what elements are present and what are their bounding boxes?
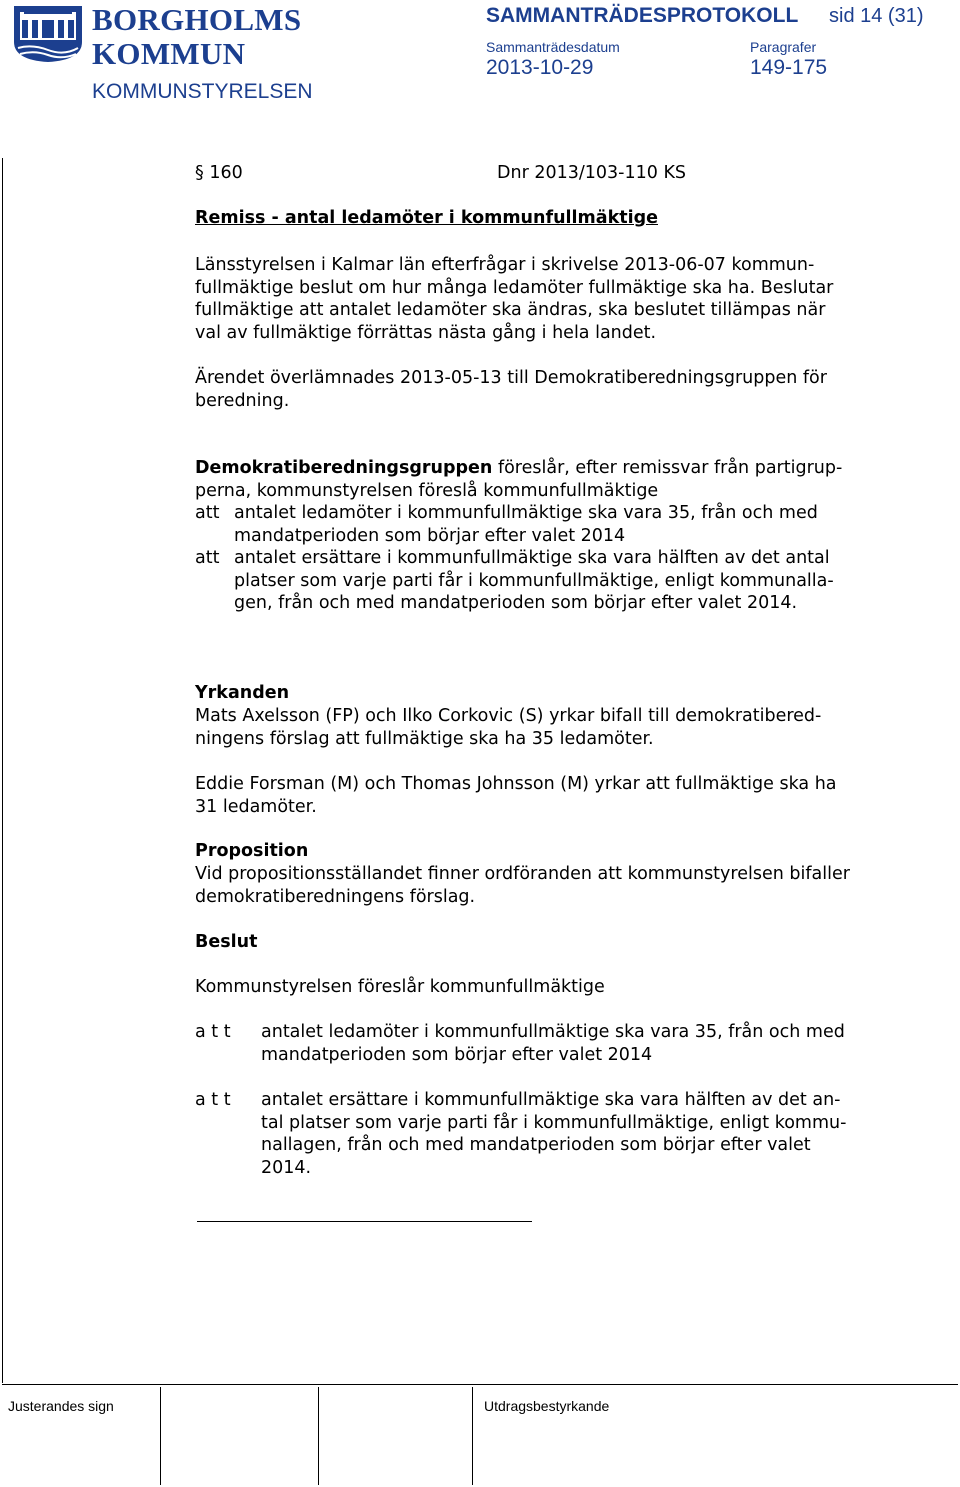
text-line: perna, kommunstyrelsen föreslå kommunfullmäktige xyxy=(195,480,659,501)
text-line: föreslår, efter remissvar från partigrup- xyxy=(492,458,843,478)
text-line: gen, från och med mandatperioden som börjar efter valet 2014. xyxy=(234,593,798,613)
left-margin-rule xyxy=(2,158,3,1383)
beslut-intro: Kommunstyrelsen föreslår kommunfullmäktige xyxy=(195,977,605,997)
yrkanden-heading: Yrkanden xyxy=(195,683,290,703)
intro-paragraph xyxy=(195,254,833,344)
signature-label: Justerandes sign xyxy=(8,1398,114,1414)
text-line: mandatperioden som börjar efter valet 2014 xyxy=(234,525,626,546)
text-line: tal platser som varje parti får i kommunfullmäktige, enligt kommu- xyxy=(261,1112,847,1133)
org-name-line2: KOMMUN xyxy=(92,36,246,71)
signature-box-divider xyxy=(472,1387,473,1485)
att-label: a t t xyxy=(195,1022,231,1042)
proposition-heading: Proposition xyxy=(195,841,309,861)
paragraphs-label: Paragrafer xyxy=(750,39,817,55)
case-number: Dnr 2013/103-110 KS xyxy=(497,163,687,183)
signature-box-divider xyxy=(160,1387,161,1485)
beslut-heading: Beslut xyxy=(195,932,258,952)
page-number: sid 14 (31) xyxy=(829,5,924,27)
text-line: Eddie Forsman (M) och Thomas Johnsson (M) yrkar att fullmäktige ska ha xyxy=(195,774,837,794)
proposal-att-2 xyxy=(234,547,834,615)
text-line: beredning. xyxy=(195,390,290,411)
beslut-att-2 xyxy=(261,1089,846,1179)
text-line: 2014. xyxy=(261,1157,312,1178)
text-line: nallagen, från och med mandatperioden som börjar efter valet xyxy=(261,1135,811,1155)
proposal-att-1 xyxy=(234,502,818,547)
committee-name: KOMMUNSTYRELSEN xyxy=(92,80,313,103)
org-name-line1: BORGHOLMS xyxy=(92,2,302,37)
text-line: Vid propositionsställandet finner ordföranden att kommunstyrelsen bifaller xyxy=(195,864,850,884)
att-label: att xyxy=(195,503,220,523)
signature-box-divider xyxy=(318,1387,319,1485)
text-line: fullmäktige beslut om hur många ledamöter fullmäktige ska ha. Beslutar xyxy=(195,277,834,298)
att-label: a t t xyxy=(195,1090,231,1110)
text-line: mandatperioden som börjar efter valet 2014 xyxy=(261,1044,653,1065)
att-label: att xyxy=(195,548,220,568)
meeting-date-label: Sammanträdesdatum xyxy=(486,39,620,55)
text-line: antalet ersättare i kommunfullmäktige ska vara hälften av det antal xyxy=(234,548,830,568)
section-number: § 160 xyxy=(195,163,243,183)
text-line: demokratiberedningens förslag. xyxy=(195,886,476,907)
meeting-date-value: 2013-10-29 xyxy=(486,56,594,79)
text-line: fullmäktige att antalet ledamöter ska ändras, ska beslutet tillämpas när xyxy=(195,300,826,320)
certification-label: Utdragsbestyrkande xyxy=(484,1398,610,1414)
text-line: antalet ersättare i kommunfullmäktige ska vara hälften av det an- xyxy=(261,1090,841,1110)
text-line: Mats Axelsson (FP) och Ilko Corkovic (S) yrkar bifall till demokratibered- xyxy=(195,706,822,726)
proposal-paragraph xyxy=(195,457,842,502)
footer-rule xyxy=(2,1384,958,1385)
yrkanden-paragraph-1 xyxy=(195,705,821,750)
text-line: antalet ledamöter i kommunfullmäktige ska vara 35, från och med xyxy=(234,503,818,523)
text-line: ningens förslag att fullmäktige ska ha 35 ledamöter. xyxy=(195,728,654,749)
text-line: platser som varje parti får i kommunfullmäktige, enligt kommunalla- xyxy=(234,570,834,591)
text-line: val av fullmäktige förrättas nästa gång i hela landet. xyxy=(195,322,657,343)
text-line: Ärendet överlämnades 2013-05-13 till Demokratiberedningsgruppen för xyxy=(195,368,827,388)
item-title: Remiss - antal ledamöter i kommunfullmäktige xyxy=(195,208,658,228)
proposition-paragraph xyxy=(195,863,850,908)
text-line: antalet ledamöter i kommunfullmäktige ska vara 35, från och med xyxy=(261,1022,845,1042)
text-line: Länsstyrelsen i Kalmar län efterfrågar i skrivelse 2013-06-07 kommun- xyxy=(195,255,815,275)
yrkanden-paragraph-2 xyxy=(195,773,837,818)
protocol-title: SAMMANTRÄDESPROTOKOLL xyxy=(486,4,799,27)
beslut-att-1 xyxy=(261,1021,845,1066)
text-line: 31 ledamöter. xyxy=(195,796,317,817)
castle-crest-icon xyxy=(12,4,84,64)
municipality-logo xyxy=(12,4,84,64)
paragraphs-value: 149-175 xyxy=(750,56,828,79)
transfer-paragraph xyxy=(195,367,827,412)
proposal-group-name: Demokratiberedningsgruppen xyxy=(195,458,493,478)
signature-rule xyxy=(197,1221,532,1222)
